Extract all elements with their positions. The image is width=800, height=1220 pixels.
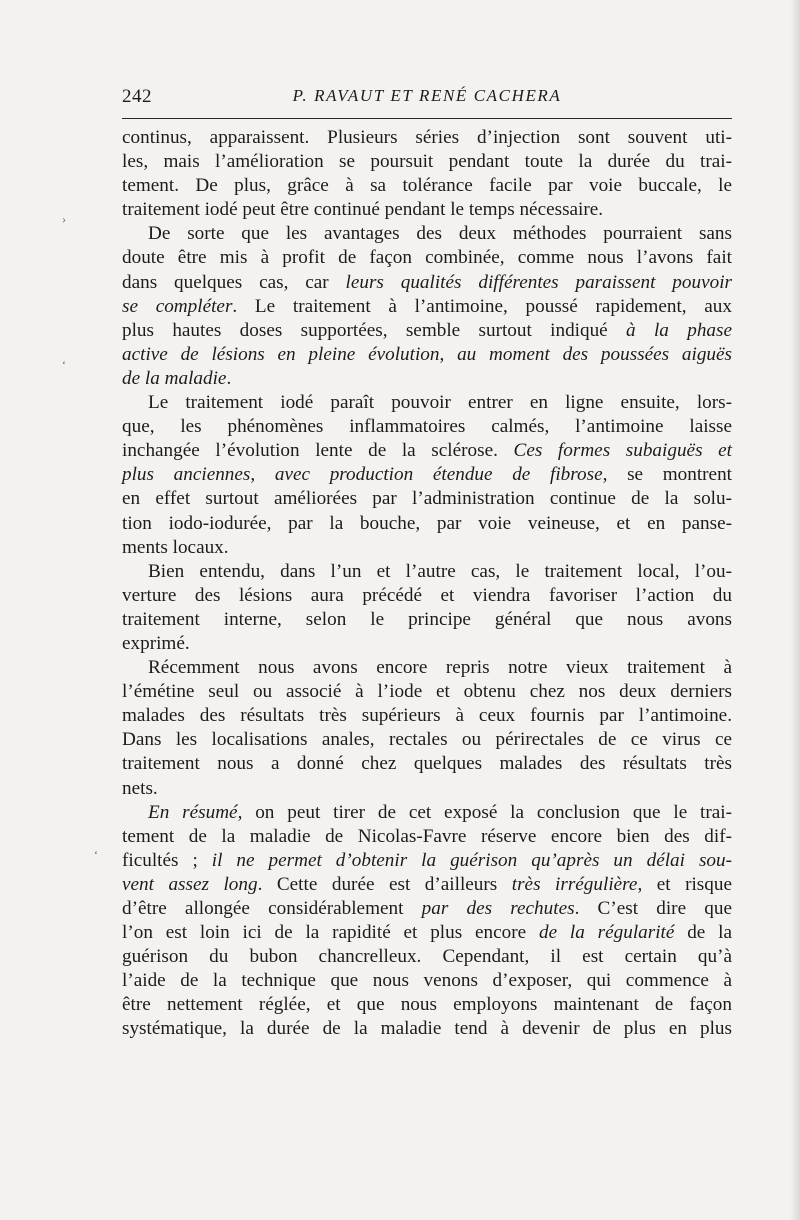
text-line [122, 463, 732, 487]
margin-mark: ‘ [62, 358, 66, 372]
italic-run: avec production étendue de fibrose [274, 464, 603, 486]
text-line: De sorte que les avantages des deux méthodes pourraient sans [148, 223, 732, 245]
text-run: , se montrent [602, 464, 733, 486]
text-line: en effet surtout améliorées par l’administration continue de la solu- [122, 488, 732, 510]
text-run: d’être allongée considérablement [122, 898, 422, 919]
text-run: , [439, 343, 458, 365]
text-line: traitement iodé peut être continué pendant le temps nécessaire. [122, 199, 604, 221]
text-line [122, 921, 732, 945]
text-line: Le traitement iodé paraît pouvoir entrer en ligne ensuite, lors- [148, 392, 732, 414]
text-line: nets. [122, 777, 158, 799]
text-line [122, 897, 732, 921]
text-line: exprimé. [122, 632, 190, 654]
text-run: . [226, 367, 232, 389]
text-line: Récemment nous avons encore repris notre vieux traitement à [148, 657, 732, 679]
text-line [122, 849, 732, 873]
page-edge-shadow [790, 0, 800, 1220]
text-run: , et risque [637, 873, 732, 895]
italic-run: de la maladie [122, 367, 227, 389]
italic-run: plus anciennes [122, 464, 251, 486]
text-line: doute être mis à profit de façon combinée, comme nous l’avons fait [122, 247, 732, 269]
text-line: l’aide de la technique que nous venons d’exposer, qui commence à [122, 970, 732, 992]
italic-run: de la régularité [538, 922, 675, 944]
italic-run: active de lésions en pleine évolution [122, 343, 440, 365]
italic-run: très irrégulière [511, 873, 638, 895]
text-line: tion iodo-iodurée, par la bouche, par voie veineuse, et en panse- [122, 512, 732, 534]
text-run: , [250, 464, 275, 486]
italic-run: leurs qualités différentes paraissent pouvoir [345, 271, 732, 293]
text-line: verture des lésions aura précédé et viendra favoriser l’action du [122, 584, 732, 606]
italic-run: par des rechutes [421, 898, 575, 919]
text-line: l’émétine seul ou associé à l’iode et obtenu chez nos deux derniers [122, 681, 732, 703]
header-rule [122, 118, 732, 119]
italic-run: à la phase [626, 319, 732, 341]
text-run: ficultés ; [122, 849, 212, 871]
text-line [122, 271, 732, 295]
italic-run: Ces formes subaiguës et [513, 440, 732, 462]
text-run: . Cette durée est d’ailleurs [257, 873, 512, 895]
text-line [122, 295, 732, 319]
text-line: être nettement réglée, et que nous employons maintenant de façon [122, 994, 732, 1016]
italic-run: En résumé [148, 801, 238, 823]
text-line: traitement interne, selon le principe général que nous avons [122, 608, 732, 630]
margin-mark: ‘ [94, 848, 98, 862]
text-run: . C’est dire que [574, 898, 732, 919]
italic-run: il ne permet d’obtenir la guérison qu’après un délai sou- [211, 849, 732, 871]
text-run: dans quelques cas, car [122, 271, 346, 293]
running-head: P. RAVAUT ET RENÉ CACHERA [292, 86, 562, 105]
text-run: inchangée l’évolution lente de la sclérose. [122, 440, 514, 462]
text-run: plus hautes doses supportées, semble surtout indiqué [122, 319, 627, 341]
text-line: traitement nous a donné chez quelques malades des résultats très [122, 753, 732, 775]
text-line: Bien entendu, dans l’un et l’autre cas, le traitement local, l’ou- [148, 560, 732, 582]
text-line: systématique, la durée de la maladie tend à devenir de plus en plus [122, 1018, 732, 1040]
text-run: de la [674, 922, 732, 944]
italic-run: se compléter [122, 295, 233, 317]
text-line: guérison du bubon chancrelleux. Cependant, il est certain qu’à [122, 946, 732, 968]
text-line [122, 319, 732, 343]
text-line: tement de la maladie de Nicolas-Favre réserve encore bien des dif- [122, 825, 732, 847]
text-line [122, 801, 732, 825]
text-run: . Le traitement à l’antimoine, poussé rapidement, aux [232, 295, 732, 317]
text-line: Dans les localisations anales, rectales ou périrectales de ce virus ce [122, 729, 732, 751]
text-line: les, mais l’amélioration se poursuit pendant toute la durée du trai- [122, 151, 732, 173]
text-line: ments locaux. [122, 536, 229, 558]
page-number: 242 [122, 86, 152, 107]
text-line: tement. De plus, grâce à sa tolérance facile par voie buccale, le [122, 175, 732, 197]
text-line: que, les phénomènes inflammatoires calmés, l’antimoine laisse [122, 416, 732, 438]
page-header [122, 84, 732, 110]
text-line [122, 343, 732, 367]
text-run: , on peut tirer de cet exposé la conclusion que le trai- [237, 801, 733, 823]
italic-run: vent assez long [122, 873, 258, 895]
text-line [122, 873, 732, 897]
text-line [122, 439, 732, 463]
text-run: l’on est loin ici de la rapidité et plus encore [122, 922, 539, 944]
margin-mark: › [62, 212, 66, 226]
text-line [122, 367, 732, 391]
text-line: malades des résultats très supérieurs à ceux fournis par l’antimoine. [122, 705, 732, 727]
body-text [122, 126, 732, 1042]
text-line: continus, apparaissent. Plusieurs séries d’injection sont souvent uti- [122, 127, 732, 148]
italic-run: au moment des poussées aiguës [457, 343, 733, 365]
